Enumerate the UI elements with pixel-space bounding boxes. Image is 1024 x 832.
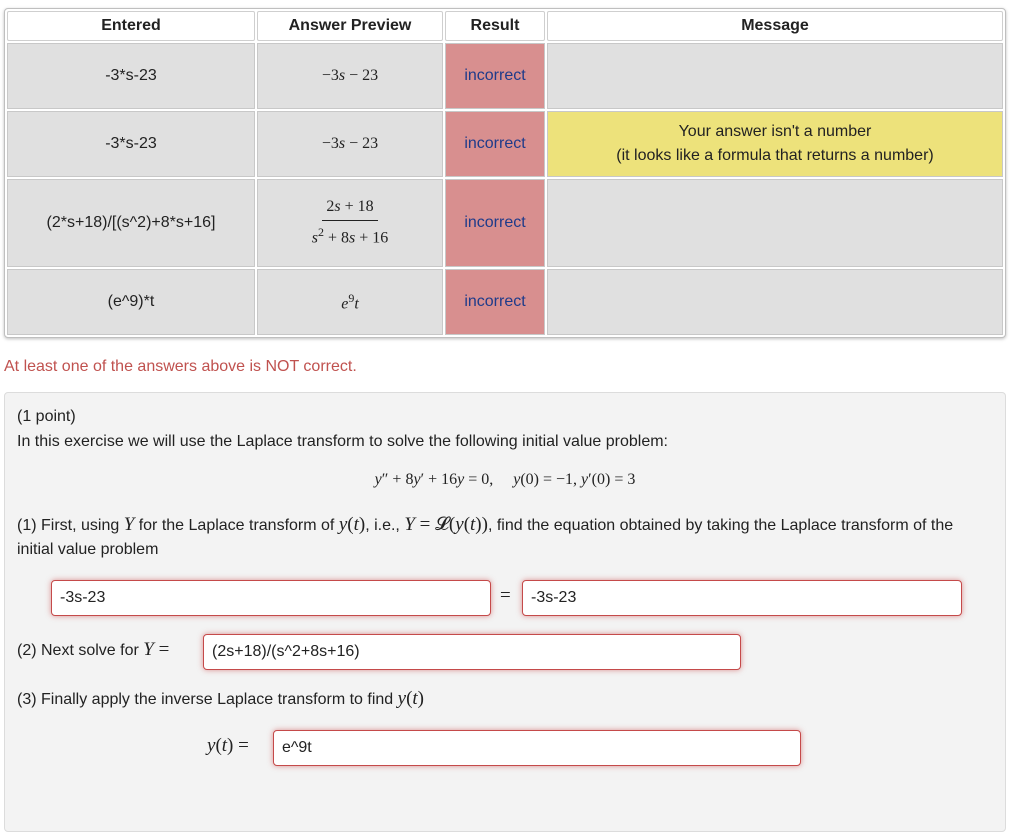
table-row — [7, 179, 1003, 267]
message-line: (it looks like a formula that returns a number) — [616, 147, 934, 164]
entered-cell: -3*s-23 — [7, 111, 255, 177]
message-cell — [547, 269, 1003, 335]
laplace-rhs-input[interactable]: -3s-23 — [522, 580, 962, 616]
ivp-equation: y″ + 8y′ + 16y = 0, y(0) = −1, y′(0) = 3 — [374, 471, 636, 488]
preview-cell: $e^9t$ — [257, 269, 443, 335]
preview-cell: −3s − 23 — [257, 111, 443, 177]
table-row — [7, 111, 1003, 177]
y-solution-input[interactable]: e^9t — [273, 730, 801, 766]
message-cell — [547, 111, 1003, 177]
incorrect-warning: At least one of the answers above is NOT correct. — [4, 358, 357, 375]
equals-sign: = — [500, 585, 511, 606]
message-line: Your answer isn't a number — [678, 123, 872, 140]
entered-cell: (2*s+18)/[(s^2)+8*s+16] — [7, 179, 255, 267]
problem-intro: In this exercise we will use the Laplace transform to solve the following initial value problem: — [17, 433, 668, 450]
step1-text: (1) First, using Y for the Laplace transform of y(t), i.e., Y = 𝓛(y(t)), find the equation obtained by taking the Laplace transform of the initial value problem — [17, 514, 954, 558]
points-label: (1 point) — [17, 408, 76, 425]
preview-cell — [257, 179, 443, 267]
results-table — [4, 8, 1006, 338]
step2-text: (2) Next solve for Y = — [17, 639, 170, 660]
result-cell: incorrect — [445, 179, 545, 267]
header-message: Message — [547, 11, 1003, 41]
preview-cell: −3s − 23 — [257, 43, 443, 109]
result-cell: incorrect — [445, 111, 545, 177]
result-cell: incorrect — [445, 269, 545, 335]
y-of-t-label: y(t) = — [207, 735, 249, 756]
table-row — [7, 43, 1003, 109]
results-header-row — [7, 11, 1003, 41]
problem-panel — [4, 392, 1006, 832]
laplace-lhs-input[interactable]: -3s-23 — [51, 580, 491, 616]
table-row — [7, 269, 1003, 335]
fraction: $\frac{2s + 18}{s^2 + 8s + 16}$ — [311, 198, 389, 247]
entered-cell: -3*s-23 — [7, 43, 255, 109]
message-cell — [547, 43, 1003, 109]
result-cell: incorrect — [445, 43, 545, 109]
header-result: Result — [445, 11, 545, 41]
step3-text: (3) Finally apply the inverse Laplace transform to find y(t) — [17, 688, 424, 709]
message-cell — [547, 179, 1003, 267]
entered-cell: (e^9)*t — [7, 269, 255, 335]
header-answer-preview: Answer Preview — [257, 11, 443, 41]
Y-solution-input[interactable]: (2s+18)/(s^2+8s+16) — [203, 634, 741, 670]
header-entered: Entered — [7, 11, 255, 41]
